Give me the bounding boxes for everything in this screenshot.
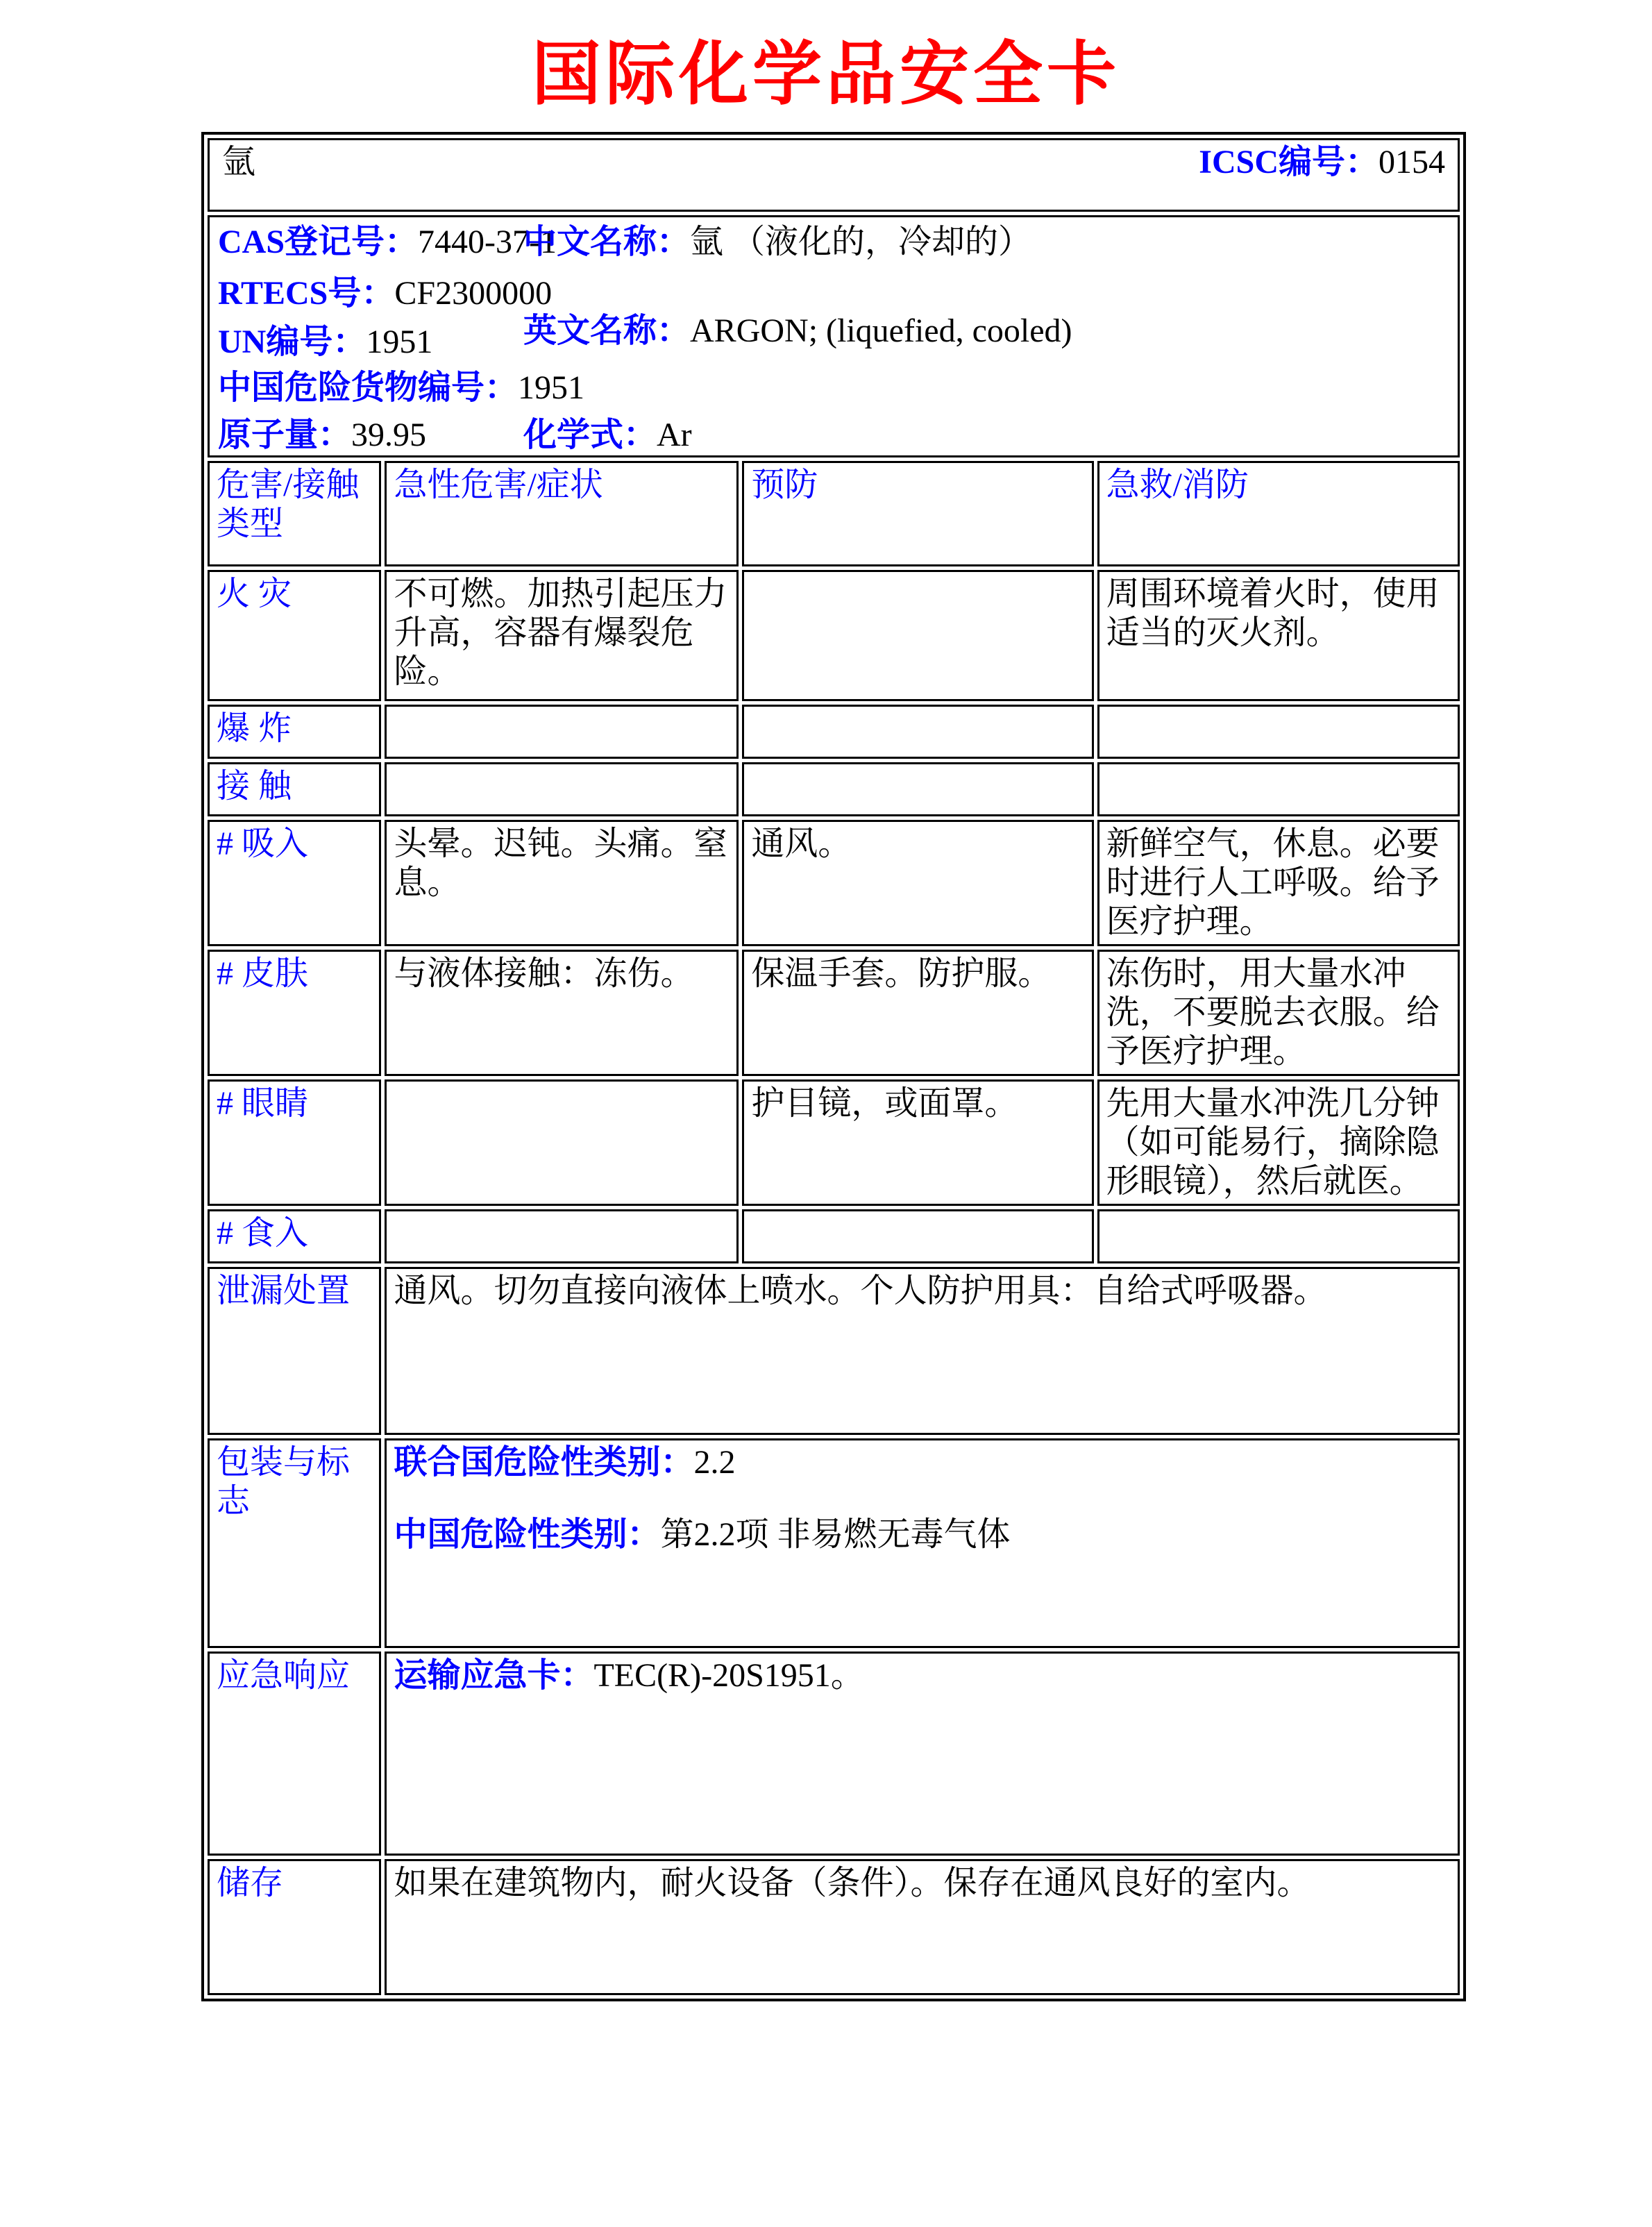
storage-text: 如果在建筑物内，耐火设备（条件）。保存在通风良好的室内。	[385, 1859, 1460, 1995]
icsc-number-value: 0154	[1379, 144, 1445, 180]
hazard-row-fire	[208, 570, 1460, 701]
formula-value: Ar	[657, 417, 692, 453]
icsc-number-label: ICSC编号：	[1199, 144, 1379, 180]
hazard-row-ingestion	[208, 1209, 1460, 1263]
cas-label: CAS登记号：	[218, 224, 419, 260]
ingestion-prevention	[742, 1209, 1093, 1263]
cas-line	[218, 223, 557, 262]
identifiers-row	[208, 215, 1460, 457]
rtecs-line	[218, 274, 552, 313]
emergency-content	[385, 1652, 1460, 1856]
un-hazard-class-value: 2.2	[693, 1444, 736, 1481]
hazard-row-skin	[208, 950, 1460, 1076]
hazard-type-inhalation: # 吸入	[208, 820, 381, 946]
skin-prevention: 保温手套。防护服。	[742, 950, 1093, 1076]
explosion-prevention	[742, 705, 1093, 759]
china-hazard-class-line	[394, 1515, 1451, 1554]
fire-first-aid: 周围环境着火时，使用适当的灭火剂。	[1097, 570, 1460, 701]
chinese-name-line	[523, 223, 1031, 262]
fire-prevention	[742, 570, 1093, 701]
inhalation-first-aid: 新鲜空气，休息。必要时进行人工呼吸。给予医疗护理。	[1097, 820, 1460, 946]
eyes-prevention: 护目镜，或面罩。	[742, 1079, 1093, 1206]
transport-card-line	[394, 1656, 1451, 1695]
transport-card-label: 运输应急卡：	[394, 1657, 594, 1694]
icsc-card	[201, 132, 1466, 2001]
section-row-packaging	[208, 1438, 1460, 1648]
card-header-cell	[208, 138, 1460, 212]
hazard-type-skin: # 皮肤	[208, 950, 381, 1076]
english-name-label: 英文名称：	[523, 312, 691, 349]
hazard-row-inhalation	[208, 820, 1460, 946]
atomic-weight-line	[218, 416, 426, 455]
exposure-first-aid	[1097, 762, 1460, 816]
section-row-storage	[208, 1859, 1460, 1995]
un-hazard-class-line	[394, 1443, 1451, 1482]
explosion-first-aid	[1097, 705, 1460, 759]
card-header-row	[208, 138, 1460, 212]
fire-symptoms: 不可燃。加热引起压力升高，容器有爆裂危险。	[385, 570, 739, 701]
un-number-label: UN编号：	[218, 323, 366, 360]
col-head-prevention: 预防	[742, 461, 1093, 566]
ingestion-symptoms	[385, 1209, 739, 1263]
spill-text: 通风。切勿直接向液体上喷水。个人防护用具：自给式呼吸器。	[385, 1267, 1460, 1435]
un-number-line	[218, 323, 432, 362]
icsc-number-group	[1199, 143, 1445, 182]
packaging-label: 包装与标志	[208, 1438, 381, 1648]
atomic-weight-value: 39.95	[351, 417, 427, 453]
icsc-table	[201, 132, 1466, 2001]
transport-card-value: TEC(R)-20S1951。	[593, 1657, 864, 1694]
eyes-symptoms	[385, 1079, 739, 1206]
china-dg-code-value: 1951	[518, 369, 585, 406]
hazard-type-eyes: # 眼睛	[208, 1079, 381, 1206]
exposure-prevention	[742, 762, 1093, 816]
storage-label: 储存	[208, 1859, 381, 1995]
un-hazard-class-label: 联合国危险性类别：	[394, 1444, 694, 1481]
skin-symptoms: 与液体接触：冻伤。	[385, 950, 739, 1076]
hazard-type-fire: 火 灾	[208, 570, 381, 701]
hazard-type-explosion: 爆 炸	[208, 705, 381, 759]
formula-label: 化学式：	[523, 417, 657, 453]
hazard-row-explosion	[208, 705, 1460, 759]
rtecs-value: CF2300000	[394, 275, 553, 312]
skin-first-aid: 冻伤时，用大量水冲洗，不要脱去衣服。给予医疗护理。	[1097, 950, 1460, 1076]
hazard-type-exposure: 接 触	[208, 762, 381, 816]
page-title: 国际化学品安全卡	[532, 36, 1120, 113]
hazard-row-eyes	[208, 1079, 1460, 1206]
formula-line	[523, 416, 692, 455]
ingestion-first-aid	[1097, 1209, 1460, 1263]
identifiers-cell	[208, 215, 1460, 457]
col-head-first-aid: 急救/消防	[1097, 461, 1460, 566]
atomic-weight-label: 原子量：	[218, 417, 352, 453]
col-head-hazard-type: 危害/接触类型	[208, 461, 381, 566]
emergency-label: 应急响应	[208, 1652, 381, 1856]
section-row-spill	[208, 1267, 1460, 1435]
explosion-symptoms	[385, 705, 739, 759]
section-row-emergency	[208, 1652, 1460, 1856]
packaging-content	[385, 1438, 1460, 1648]
inhalation-prevention: 通风。	[742, 820, 1093, 946]
china-hazard-class-label: 中国危险性类别：	[394, 1516, 661, 1553]
china-hazard-class-value: 第2.2项 非易燃无毒气体	[660, 1516, 1011, 1553]
english-name-line	[523, 312, 1072, 351]
chinese-name-value: 氩 （液化的，冷却的）	[690, 224, 1032, 260]
cas-value: 7440-37-1	[418, 224, 557, 260]
un-number-value: 1951	[366, 323, 433, 360]
hazard-header-row	[208, 461, 1460, 566]
china-dg-code-label: 中国危险货物编号：	[218, 369, 519, 406]
eyes-first-aid: 先用大量水冲洗几分钟（如可能易行，摘除隐形眼镜），然后就医。	[1097, 1079, 1460, 1206]
substance-name: 氩	[222, 144, 256, 180]
exposure-symptoms	[385, 762, 739, 816]
spill-label: 泄漏处置	[208, 1267, 381, 1435]
rtecs-label: RTECS号：	[218, 275, 395, 312]
inhalation-symptoms: 头晕。迟钝。头痛。窒息。	[385, 820, 739, 946]
col-head-symptoms: 急性危害/症状	[385, 461, 739, 566]
chinese-name-label: 中文名称：	[523, 224, 691, 260]
china-dg-code-line	[218, 369, 584, 407]
hazard-row-exposure	[208, 762, 1460, 816]
english-name-value: ARGON; (liquefied, cooled)	[690, 312, 1072, 349]
hazard-type-ingestion: # 食入	[208, 1209, 381, 1263]
